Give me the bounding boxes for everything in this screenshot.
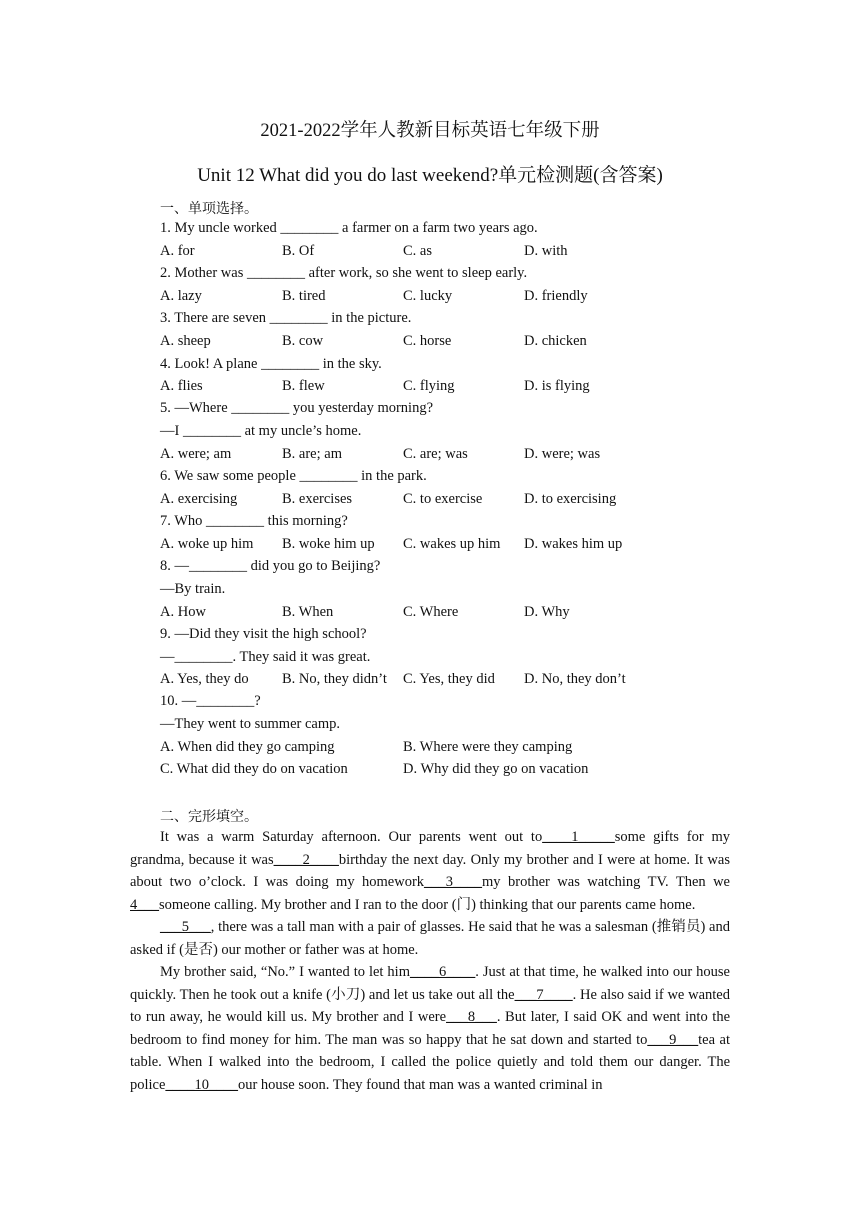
question-stem: 9. —Did they visit the high school?	[160, 626, 367, 642]
option-d: D. to exercising	[524, 491, 617, 507]
option-c: C. wakes up him	[403, 536, 501, 552]
question-options	[160, 604, 720, 624]
option-b: B. Of	[282, 243, 315, 259]
passage-text: . But later, I said OK and went into the bedroom to find money for him. The man was so happy that he sat down and started to	[130, 1009, 730, 1048]
option-b: B. are; am	[282, 446, 342, 462]
blank-8: ___8___	[446, 1009, 497, 1025]
option-c: C. are; was	[403, 446, 468, 462]
option-c: C. as	[403, 243, 432, 259]
question-stem-line2: —They went to summer camp.	[160, 716, 340, 732]
option-b: B. exercises	[282, 491, 353, 507]
document-subtitle: Unit 12 What did you do last weekend?单元检测题(含答案)	[197, 165, 663, 186]
blank-1: ____1_____	[542, 829, 615, 845]
question-options	[160, 243, 720, 263]
question-stem: 2. Mother was ________ after work, so she went to sleep early.	[160, 265, 528, 281]
option-d: D. chicken	[524, 333, 587, 349]
section-heading-multiple-choice: 一、单项选择。	[160, 202, 258, 217]
document-title: 2021-2022学年人教新目标英语七年级下册	[260, 121, 600, 141]
cloze-paragraph-1	[130, 826, 730, 916]
option-a: A. exercising	[160, 491, 238, 507]
passage-text: some gifts for my grandma, because it was	[130, 829, 731, 868]
passage-text: our house soon. They found that man was a wanted criminal in	[237, 1076, 603, 1093]
passage-text: my brother was watching TV. Then we	[482, 874, 730, 890]
blank-4: 4___	[130, 896, 159, 913]
question-stem: 4. Look! A plane ________ in the sky.	[160, 356, 382, 372]
option-a: A. sheep	[160, 333, 211, 349]
option-d: D. Why did they go on vacation	[403, 761, 589, 777]
cloze-paragraph-3	[130, 961, 730, 1096]
option-c: C. Yes, they did	[403, 671, 495, 687]
question-options	[160, 739, 720, 759]
passage-text: My brother said, “No.” I wanted to let him	[160, 964, 410, 980]
option-d: D. No, they don’t	[524, 671, 626, 687]
passage-text: , there was a tall man with a pair of glasses. He said that he was a salesman (推销员) and asked if (是否) our mother or father was at home.	[130, 919, 730, 958]
question-options	[160, 288, 720, 308]
option-b: B. tired	[282, 288, 326, 304]
option-b: B. cow	[282, 333, 324, 349]
option-d: D. wakes him up	[524, 536, 623, 552]
option-a: A. for	[160, 243, 195, 259]
option-d: D. Why	[524, 604, 570, 620]
option-d: D. with	[524, 243, 568, 259]
option-c: C. Where	[403, 604, 459, 620]
question-options	[160, 446, 720, 466]
blank-5: ___5___	[160, 919, 211, 935]
blank-7: ___7____	[514, 986, 573, 1003]
question-stem: 10. —________?	[160, 693, 261, 709]
passage-text: . Just at that time, he walked into our house quickly. Then he took out a knife (小刀) and let us take out all the	[130, 964, 730, 1003]
cloze-paragraph-2	[130, 916, 730, 961]
question-stem-line2: —________. They said it was great.	[160, 649, 371, 665]
passage-text: . He also said if we wanted to run away, he would kill us. My brother and I were	[130, 986, 730, 1025]
blank-3: ___3____	[424, 874, 483, 890]
option-b: B. Where were they camping	[403, 739, 573, 755]
option-a: A. lazy	[160, 288, 202, 304]
option-b: B. When	[282, 604, 334, 620]
question-stem-line2: —I ________ at my uncle’s home.	[160, 423, 362, 439]
option-d: D. friendly	[524, 288, 588, 304]
option-a: A. When did they go camping	[160, 739, 335, 755]
option-c: C. horse	[403, 333, 452, 349]
cloze-passage	[130, 826, 730, 1096]
option-a: A. woke up him	[160, 536, 254, 552]
question-stem: 5. —Where ________ you yesterday morning?	[160, 400, 434, 416]
option-b: B. flew	[282, 378, 325, 394]
question-options	[160, 378, 720, 398]
option-c: C. lucky	[403, 288, 453, 304]
blank-9: ___9___	[647, 1031, 699, 1048]
question-stem: 7. Who ________ this morning?	[160, 513, 348, 529]
question-options	[160, 671, 720, 691]
question-options	[160, 491, 720, 511]
option-c: C. flying	[403, 378, 455, 394]
question-stem: 8. —________ did you go to Beijing?	[160, 558, 381, 574]
question-stem: 3. There are seven ________ in the picture.	[160, 310, 412, 326]
option-a: A. were; am	[160, 446, 232, 462]
blank-10: ____10____	[165, 1076, 238, 1093]
option-a: A. Yes, they do	[160, 671, 249, 687]
blank-6: ____6____	[409, 964, 476, 980]
option-d: D. were; was	[524, 446, 601, 462]
question-stem: 1. My uncle worked ________ a farmer on a farm two years ago.	[160, 220, 538, 236]
blank-2: ____2____	[273, 851, 339, 868]
passage-text: someone calling. My brother and I ran to the door (门) thinking that our parents came home.	[159, 896, 696, 913]
passage-text: tea at table. When I walked into the bedroom, I called the police quietly and told them our danger. The police	[130, 1031, 730, 1093]
section-heading-cloze: 二、完形填空。	[160, 810, 258, 825]
question-stem: 6. We saw some people ________ in the park.	[160, 468, 427, 484]
option-c: C. to exercise	[403, 491, 483, 507]
question-options	[160, 536, 720, 556]
question-options	[160, 333, 720, 353]
option-c: C. What did they do on vacation	[160, 761, 348, 777]
option-a: A. flies	[160, 378, 203, 394]
passage-text: It was a warm Saturday afternoon. Our parents went out to	[160, 829, 543, 845]
option-d: D. is flying	[524, 378, 590, 394]
option-b: B. woke him up	[282, 536, 375, 552]
option-b: B. No, they didn’t	[282, 671, 387, 687]
question-options	[160, 761, 720, 781]
passage-text: birthday the next day. Only my brother and I were at home. It was about two o’clock. I was doing my homework	[130, 851, 730, 890]
question-stem-line2: —By train.	[160, 581, 226, 597]
option-a: A. How	[160, 604, 206, 620]
